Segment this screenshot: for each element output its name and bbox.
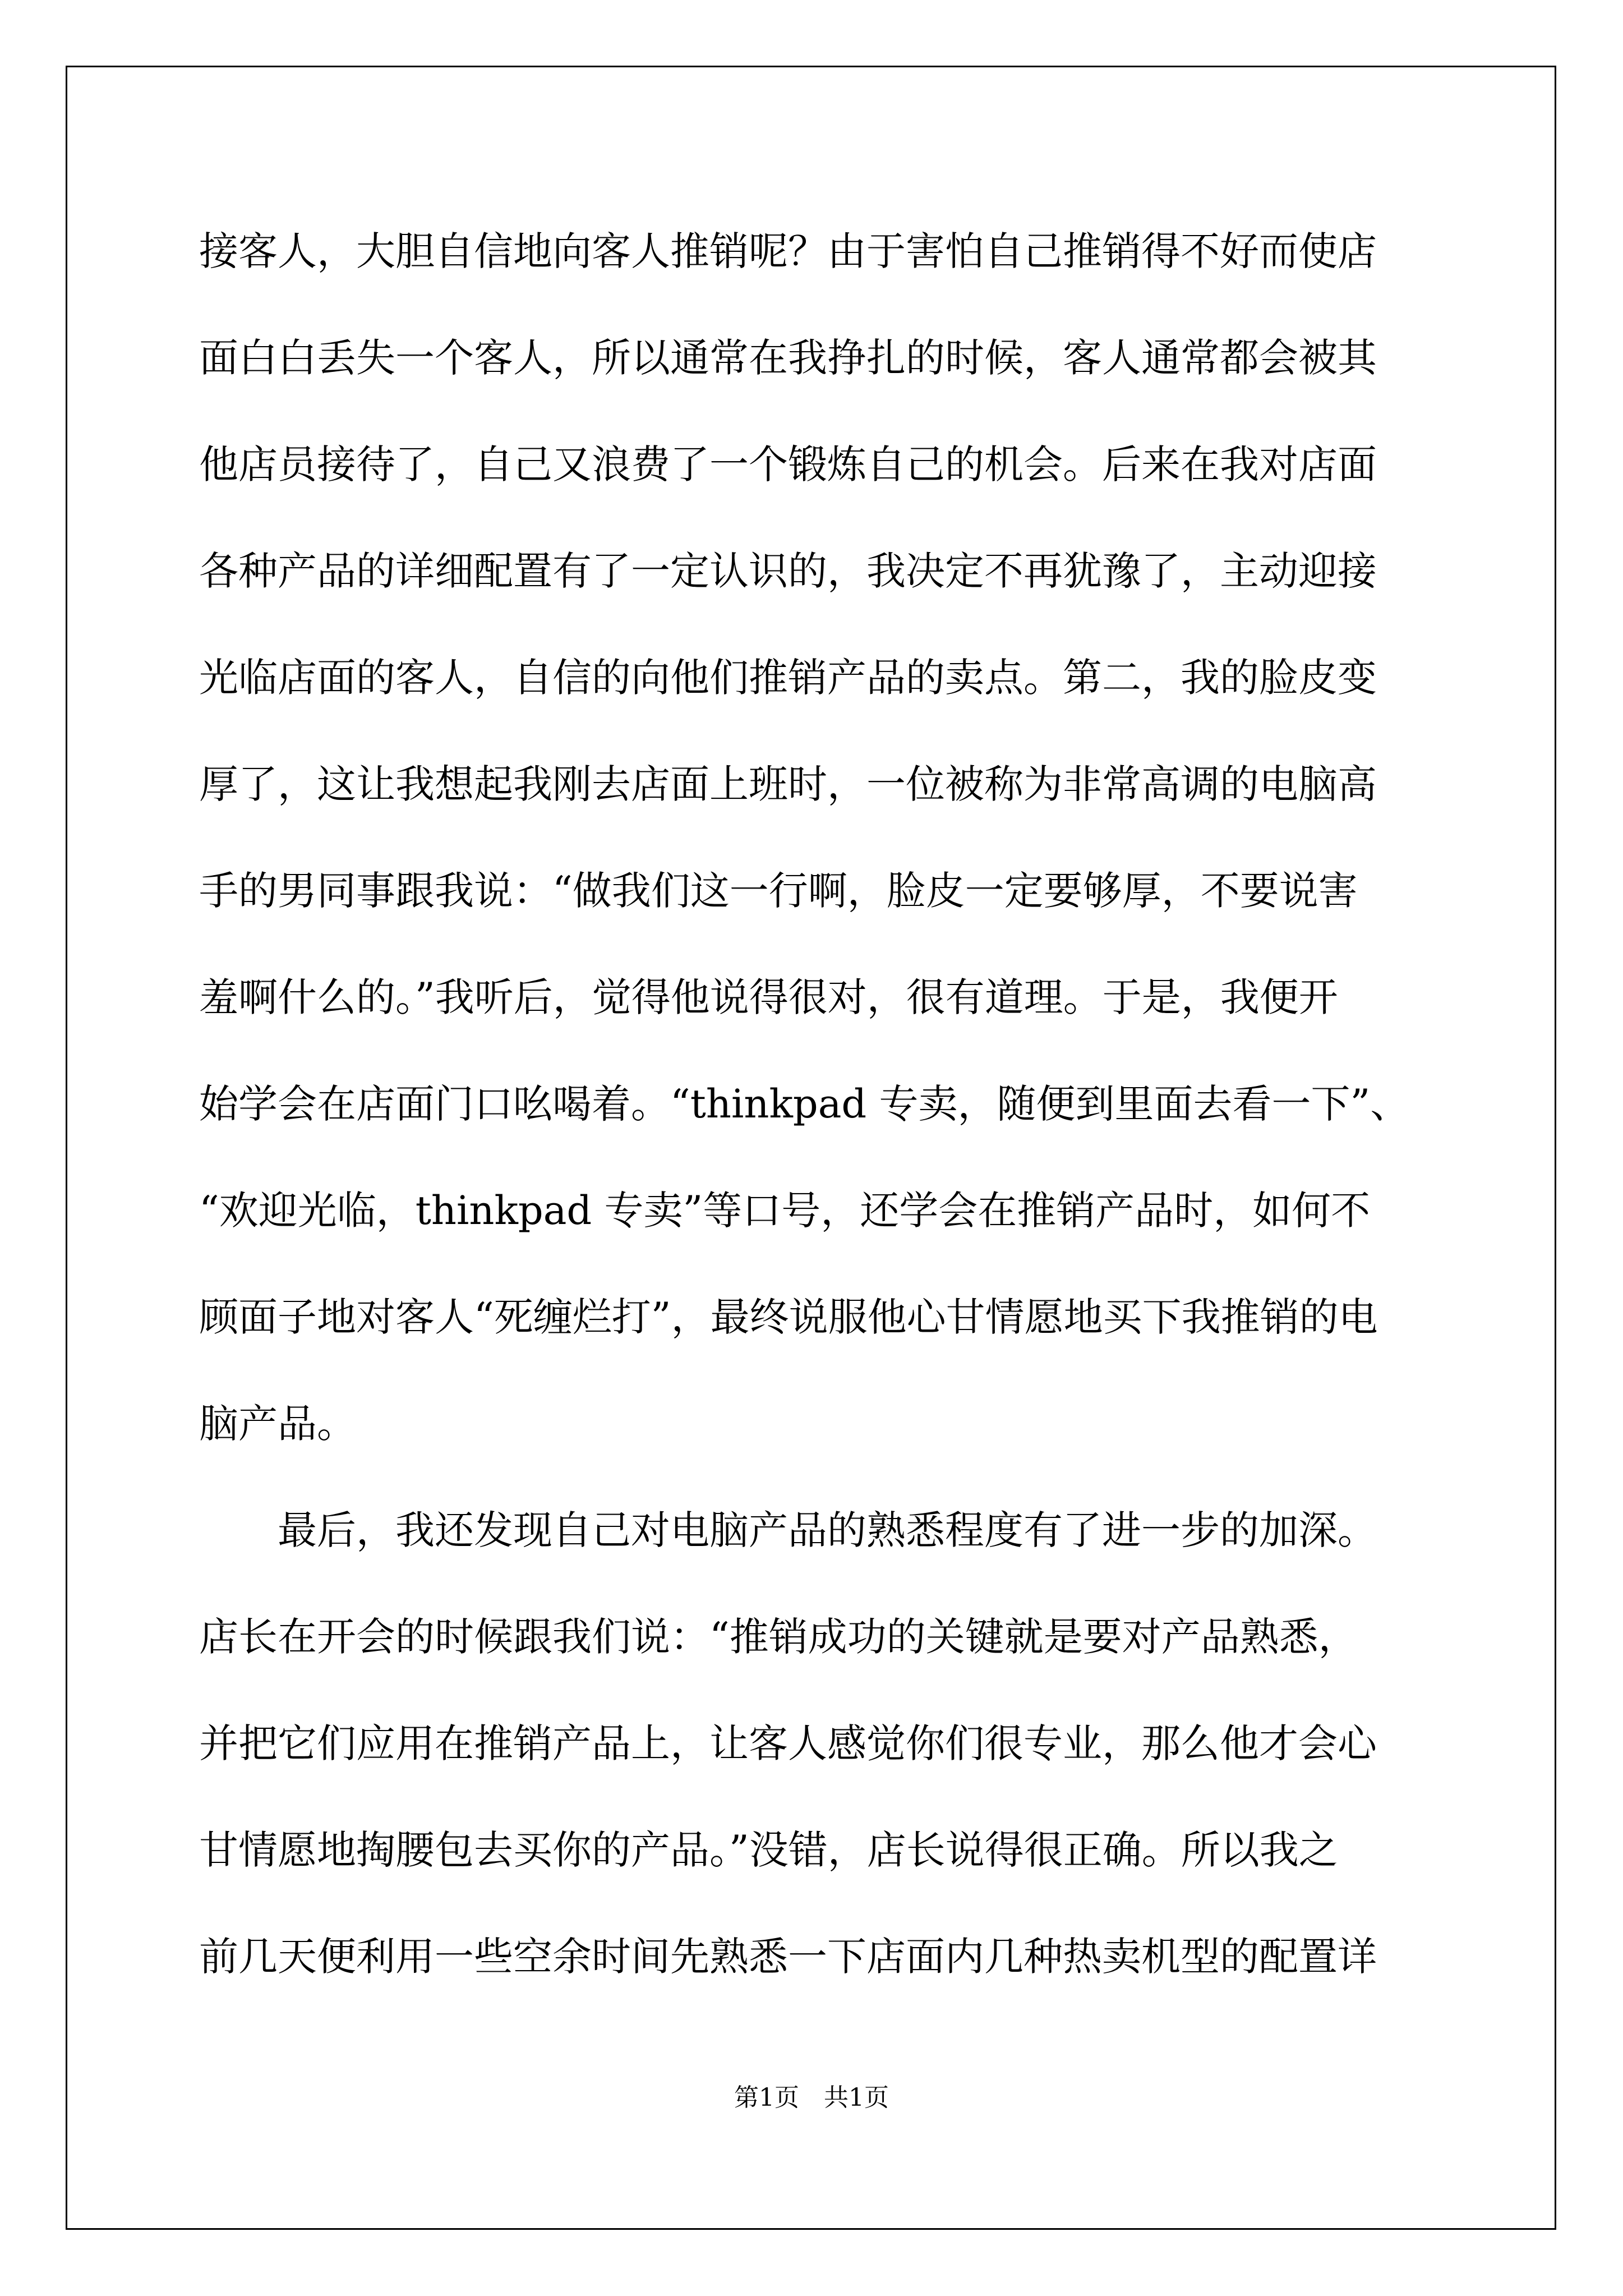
text-line: 始学会在店面门口吆喝着。“thinkpad 专卖，随便到里面去看一下”、 [199, 1081, 1410, 1127]
text-line: 各种产品的详细配置有了一定认识的，我决定不再犹豫了，主动迎接 [199, 548, 1377, 594]
text-line: 脑产品。 [199, 1401, 356, 1447]
text-line: 光临店面的客人，自信的向他们推销产品的卖点。第二，我的脸皮变 [199, 655, 1377, 701]
text-line: 面白白丢失一个客人，所以通常在我挣扎的时候，客人通常都会被其 [199, 335, 1377, 381]
text-line: 并把它们应用在推销产品上，让客人感觉你们很专业，那么他才会心 [199, 1720, 1377, 1766]
text-line: 他店员接待了，自己又浪费了一个锻炼自己的机会。后来在我对店面 [199, 441, 1377, 487]
text-line: 厚了，这让我想起我刚去店面上班时，一位被称为非常高调的电脑高 [199, 761, 1377, 807]
text-line: 前几天便利用一些空余时间先熟悉一下店面内几种热卖机型的配置详 [199, 1934, 1377, 1980]
text-line: 店长在开会的时候跟我们说：“推销成功的关键就是要对产品熟悉， [199, 1614, 1358, 1660]
text-line: 羞啊什么的。”我听后，觉得他说得很对，很有道理。于是，我便开 [199, 974, 1338, 1020]
text-line: 甘情愿地掏腰包去买你的产品。”没错，店长说得很正确。所以我之 [199, 1827, 1338, 1873]
text-line: 手的男同事跟我说：“做我们这一行啊，脸皮一定要够厚，不要说害 [199, 868, 1358, 914]
page-footer: 第1页 共1页 [734, 2083, 889, 2112]
text-line: 顾面子地对客人“死缠烂打”，最终说服他心甘情愿地买下我推销的电 [199, 1294, 1378, 1340]
text-line: “欢迎光临，thinkpad 专卖”等口号，还学会在推销产品时，如何不 [199, 1188, 1371, 1234]
text-line: 最后，我还发现自己对电脑产品的熟悉程度有了进一步的加深。 [199, 1507, 1377, 1553]
text-line: 接客人，大胆自信地向客人推销呢？由于害怕自己推销得不好而使店 [199, 228, 1377, 274]
page-border [66, 66, 1556, 2230]
